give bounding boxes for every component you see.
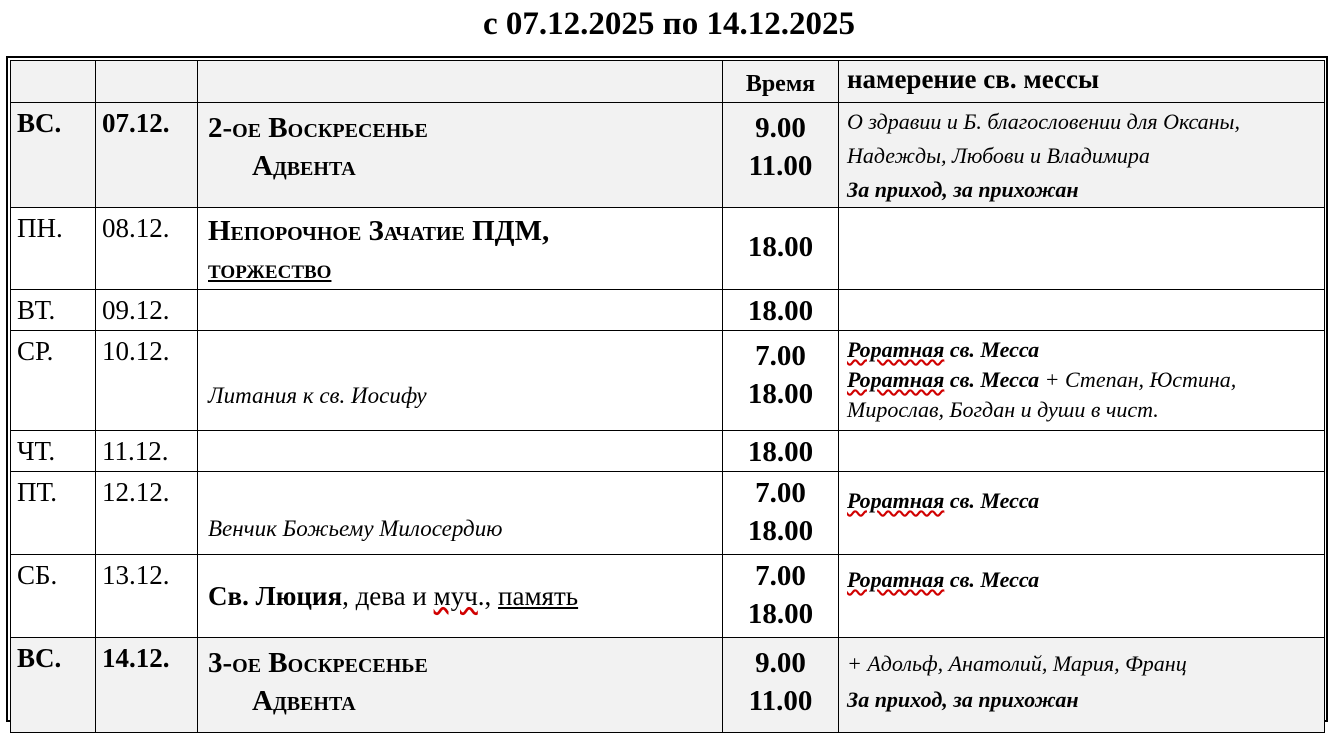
- time-1: 7.00: [755, 477, 806, 509]
- rorate-word: Роратная: [847, 488, 945, 513]
- feast-line-2: Адвента: [252, 685, 356, 717]
- intention-line-3: Мирослав, Богдан и души в чист.: [847, 397, 1159, 422]
- rorate-word: Роратная: [847, 567, 945, 592]
- intention-cell: [839, 638, 1325, 733]
- intention-text: св. Месса: [944, 488, 1040, 513]
- litany-note: Литания к св. Иосифу: [208, 383, 427, 408]
- feast-cell: [198, 638, 723, 733]
- date-cell: 11.12.: [96, 431, 198, 472]
- chaplet-note: Венчик Божьему Милосердию: [208, 516, 503, 541]
- time-cell: [723, 103, 839, 208]
- table-row: [11, 431, 1325, 472]
- intention-cell: [839, 331, 1325, 431]
- feast-cell: [198, 290, 723, 331]
- header-intention: намерение св. мессы: [839, 61, 1325, 103]
- table-row: [11, 472, 1325, 555]
- time-1: 7.00: [755, 560, 806, 592]
- table-row: [11, 555, 1325, 638]
- rorate-word: Роратная: [847, 337, 945, 362]
- time-cell: [723, 472, 839, 555]
- day-cell: СБ.: [11, 555, 96, 638]
- time-1: 18.00: [747, 231, 814, 263]
- feast-line-2: Адвента: [252, 150, 356, 182]
- intention-text: св. Месса: [944, 367, 1040, 392]
- feast-line-1: 2-ое Воскресенье: [208, 112, 428, 144]
- day-cell: ВС.: [11, 103, 96, 208]
- intention-text: св. Месса: [944, 337, 1040, 362]
- intention-cell: [839, 290, 1325, 331]
- time-cell: [723, 290, 839, 331]
- day-cell: ЧТ.: [11, 431, 96, 472]
- date-cell: 10.12.: [96, 331, 198, 431]
- intention-names: + Степан, Юстина,: [1039, 367, 1237, 392]
- intention-cell: [839, 472, 1325, 555]
- time-2: 11.00: [748, 150, 813, 182]
- time-1: 9.00: [755, 112, 806, 144]
- schedule-frame: [6, 56, 1328, 722]
- intention-line-2: За приход, за прихожан: [847, 687, 1079, 712]
- feast-cell: [198, 331, 723, 431]
- feast-cell: [198, 103, 723, 208]
- table-row: [11, 331, 1325, 431]
- time-2: 18.00: [747, 515, 814, 547]
- time-cell: [723, 555, 839, 638]
- intention-cell: [839, 208, 1325, 290]
- day-cell: ПН.: [11, 208, 96, 290]
- saint-desc-2: .,: [477, 581, 499, 611]
- feast-cell: [198, 431, 723, 472]
- time-cell: [723, 431, 839, 472]
- feast-line-2: торжество: [208, 254, 332, 284]
- time-1: 18.00: [747, 436, 814, 468]
- header-feast: [198, 61, 723, 103]
- time-cell: [723, 208, 839, 290]
- intention-line-1: О здравии и Б. благословении для Оксаны,: [847, 109, 1240, 134]
- day-cell: ВТ.: [11, 290, 96, 331]
- schedule-title: с 07.12.2025 по 14.12.2025: [483, 6, 855, 42]
- intention-line-1: [847, 335, 1320, 365]
- feast-cell: [198, 208, 723, 290]
- day-cell: СР.: [11, 331, 96, 431]
- saint-desc: , дева и: [342, 581, 434, 611]
- header-date: [96, 61, 198, 103]
- day-cell: ПТ.: [11, 472, 96, 555]
- intention-cell: [839, 555, 1325, 638]
- mass-schedule-table: [10, 60, 1325, 733]
- table-row: [11, 638, 1325, 733]
- intention-text: св. Месса: [944, 567, 1040, 592]
- time-1: 9.00: [755, 647, 806, 679]
- intention-line-2: [847, 365, 1320, 395]
- date-cell: 08.12.: [96, 208, 198, 290]
- intention-line-3: За приход, за прихожан: [847, 177, 1079, 202]
- date-cell: 13.12.: [96, 555, 198, 638]
- table-row: [11, 103, 1325, 208]
- date-cell: 07.12.: [96, 103, 198, 208]
- time-1: 7.00: [755, 340, 806, 372]
- saint-name: Св. Люция: [208, 581, 343, 611]
- feast-cell: [198, 472, 723, 555]
- intention-cell: [839, 103, 1325, 208]
- time-1: 18.00: [747, 295, 814, 327]
- header-day: [11, 61, 96, 103]
- feast-line-1: Непорочное Зачатие ПДМ,: [208, 215, 550, 247]
- time-2: 18.00: [747, 598, 814, 630]
- intention-cell: [839, 431, 1325, 472]
- time-2: 18.00: [747, 378, 814, 410]
- intention-line-2: Надежды, Любови и Владимира: [847, 143, 1150, 168]
- day-cell: ВС.: [11, 638, 96, 733]
- feast-cell: [198, 555, 723, 638]
- feast-line-1: 3-ое Воскресенье: [208, 647, 428, 679]
- table-row: [11, 208, 1325, 290]
- intention-line-1: [847, 563, 1320, 597]
- saint-martyr: муч: [433, 581, 478, 611]
- intention-line-1: + Адольф, Анатолий, Мария, Франц: [847, 651, 1187, 676]
- date-cell: 14.12.: [96, 638, 198, 733]
- date-cell: 12.12.: [96, 472, 198, 555]
- rorate-word: Роратная: [847, 367, 945, 392]
- header-row: [11, 61, 1325, 103]
- time-2: 11.00: [748, 685, 813, 717]
- date-cell: 09.12.: [96, 290, 198, 331]
- table-row: [11, 290, 1325, 331]
- header-time: Время: [723, 61, 839, 103]
- time-cell: [723, 331, 839, 431]
- time-cell: [723, 638, 839, 733]
- saint-rank: память: [498, 581, 579, 611]
- intention-line-1: [847, 484, 1320, 518]
